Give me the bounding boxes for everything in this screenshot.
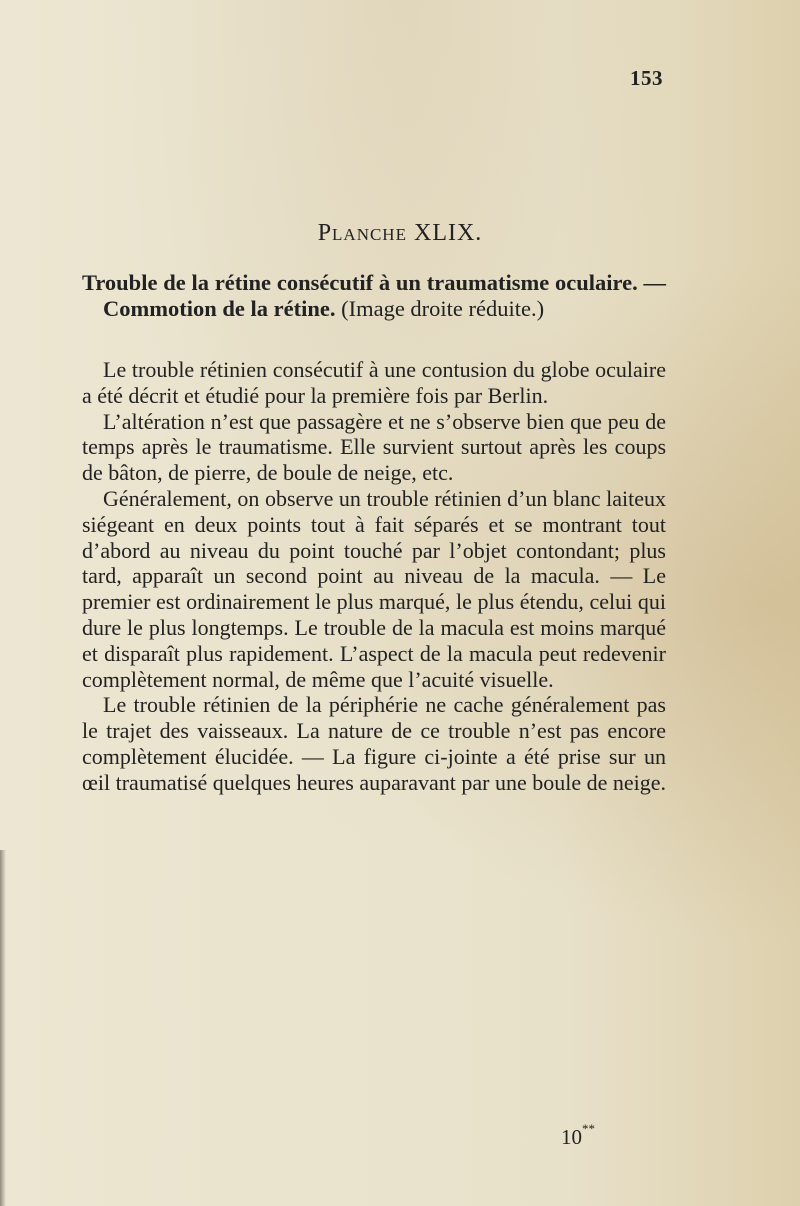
signature-mark [561,1121,595,1150]
plate-word: Planche [317,220,407,246]
plate-title [0,220,800,247]
caption-bold: Trouble de la rétine consécutif à un traumatisme oculaire. — Commotion de la rétine. [82,270,666,321]
page-edge-shadow [0,850,6,1206]
plate-numeral: XLIX. [413,220,483,246]
caption-note: (Image droite réduite.) [335,296,545,321]
page-number: 153 [630,66,663,90]
paragraph: Le trouble rétinien consécutif à une contusion du globe oculaire a été décrit et étudié pour la première fois par Berlin. [82,357,666,408]
body-text [82,357,666,796]
signature-number: 10 [561,1125,582,1149]
paragraph: Généralement, on observe un trouble rétinien d’un blanc laiteux siégeant en deux points tout à fait séparés et se montrant tout d’abord au niveau du point touché par l’objet contondant; plus tard, apparaît un second point au niveau de la macula. — Le premier est ordinairement le plus marqué, le plus étendu, celui qui dure le plus longtemps. Le trouble de la macula est moins marqué et disparaît plus rapidement. L’aspect de la macula peut redevenir complètement normal, de même que l’acuité visuelle. [82,485,666,692]
paragraph: L’altération n’est que passagère et ne s’observe bien que peu de temps après le traumatisme. Elle survient surtout après les coups de bâton, de pierre, de boule de neige, etc. [82,408,666,486]
plate-caption [82,270,666,322]
paragraph: Le trouble rétinien de la périphérie ne cache généralement pas le trajet des vaisseaux. La nature de ce trouble n’est pas encore complètement élucidée. — La figure ci-jointe a été prise sur un œil traumatisé quelques heures auparavant par une boule de neige. [82,692,666,795]
caption-block [82,270,666,322]
signature-stars: ** [582,1121,595,1136]
